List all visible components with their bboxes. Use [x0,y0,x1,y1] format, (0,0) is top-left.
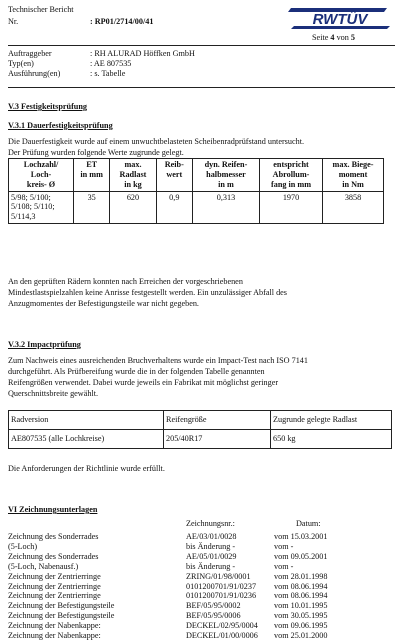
page-indicator [312,33,355,43]
header-lochkreis: Lochzahl/ Loch- kreis- Ø [9,159,74,192]
list-item: Zeichnung des Sonderrades AE/03/01/0028 vom 15.03.2001 [8,532,328,541]
header-radversion: Radversion [9,411,164,430]
meta-label: Auftraggeber [8,49,52,58]
list-item: (5-Loch, Nabenausf.) bis Änderung - vom - [8,561,294,571]
header-abrollumfang: entspricht Abrollum- fang in mm [260,159,323,192]
cell-biegemoment: 3858 [323,191,384,224]
column-header-datum: Datum: [296,519,321,528]
cell-radlast: 620 [110,191,156,224]
meta-value: : s. Tabelle [90,69,126,78]
list-item: (5-Loch) bis Änderung - vom - [8,541,294,551]
page-current: 4 [330,33,335,42]
cell-reifengroesse: 205/40R17 [164,430,271,449]
paragraph-line: Mindestlastspielzahlen keine Anrisse festgestellt werden. Ein unzulässiger Abfall des [8,288,287,297]
paragraph-line: Der Prüfung wurden folgende Werte zugrunde gelegt. [8,148,184,157]
paragraph-line: An den geprüften Rädern konnten nach Erreichen der vorgeschriebenen [8,277,243,286]
meta-label: Ausführung(en) [8,69,61,78]
fatigue-test-table [8,158,384,224]
cell-abrollumfang: 1970 [260,191,323,224]
cell-radversion: AE807535 (alle Lochkreise) [9,430,164,449]
cell-radlast: 650 kg [271,430,392,449]
table-header-row [9,159,384,192]
header-divider [8,45,395,46]
header-radlast: Zugrunde gelegte Radlast [271,411,392,430]
paragraph-line: durchgeführt. Als Prüfbereifung wurde die in der folgenden Tabelle genannten [8,367,265,376]
impact-test-table [8,410,392,449]
report-title: Technischer Bericht [8,5,74,14]
cell-et: 35 [74,191,110,224]
paragraph-line: Anzugmomentes der Befestigungsteile war nicht gegeben. [8,299,199,308]
meta-value: : AE 807535 [90,59,132,68]
header-reibwert: Reib- wert [156,159,192,192]
section-heading-zeichnungen: VI Zeichnungsunterlagen [8,505,98,514]
header-biegemoment: max. Biege- moment in Nm [323,159,384,192]
list-item: Zeichnung der Zentrierringe 0101200701/91/0236 vom 08.06.1994 [8,591,328,601]
paragraph-line: Reifengrößen verwendet. Dabei wurde jeweils ein Fabrikat mit möglichst geringer [8,378,279,387]
cell-halbmesser: 0,313 [192,191,259,224]
paragraph-line: Zum Nachweis eines ausreichenden Bruchverhaltens wurde ein Impact-Test nach ISO 7141 [8,356,308,365]
meta-divider [8,87,395,88]
meta-value: : RH ALURAD Höffken GmbH [90,49,195,58]
column-header-nr: Zeichnungsnr.: [186,519,235,528]
page-label: Seite [312,33,329,42]
cell-reibwert: 0,9 [156,191,192,224]
header-radlast: max. Radlast in kg [110,159,156,192]
list-item: Zeichnung der Nabenkappe: DECKEL/02/95/0004 vom 09.06.1995 [8,621,328,631]
rwtuev-logo [285,5,395,31]
table-header-row [9,411,392,430]
svg-text:RWTÜV: RWTÜV [312,11,368,28]
header-reifengroesse: Reifengröße [164,411,271,430]
page-total: 5 [350,33,355,42]
cell-lochkreis: 5/98; 5/100; 5/108; 5/110; 5/114,3 [9,191,74,224]
list-item: Zeichnung des Sonderrades AE/05/01/0029 vom 09.05.2001 [8,551,328,561]
report-number-label: Nr. [8,17,19,26]
paragraph-line: Die Anforderungen der Richtlinie wurde erfüllt. [8,464,165,473]
table-row [9,191,384,224]
page-of: von [336,33,349,42]
list-item: Zeichnung der Befestigungsteile BEF/05/95/0002 vom 10.01.1995 [8,601,328,611]
list-item: Zeichnung der Zentrierringe ZRING/01/98/0001 vom 28.01.1998 [8,571,328,581]
meta-label: Typ(en) [8,59,34,68]
section-heading-impact: V.3.2 Impactprüfung [8,340,81,349]
table-row [9,430,392,449]
paragraph-line: Querschnittsbreite gewählt. [8,389,99,398]
paragraph-line: Die Dauerfestigkeit wurde auf einem unwuchtbelasteten Scheibenradprüfstand untersucht. [8,137,305,146]
list-item: Zeichnung der Zentrierringe 0101200701/91/0237 vom 08.06.1994 [8,581,328,591]
section-heading-dauerfestigkeit: V.3.1 Dauerfestigkeitsprüfung [8,121,113,130]
section-heading-festigkeit: V.3 Festigkeitsprüfung [8,102,88,111]
list-item: Zeichnung der Befestigungsteile BEF/05/95/0006 vom 30.05.1995 [8,611,328,621]
list-item: Zeichnung der Nabenkappe: DECKEL/01/00/0006 vom 25.01.2000 [8,631,328,640]
header-halbmesser: dyn. Reifen- halbmesser in m [192,159,259,192]
header-et: ET in mm [74,159,110,192]
report-number: : RP01/2714/00/41 [90,17,154,26]
